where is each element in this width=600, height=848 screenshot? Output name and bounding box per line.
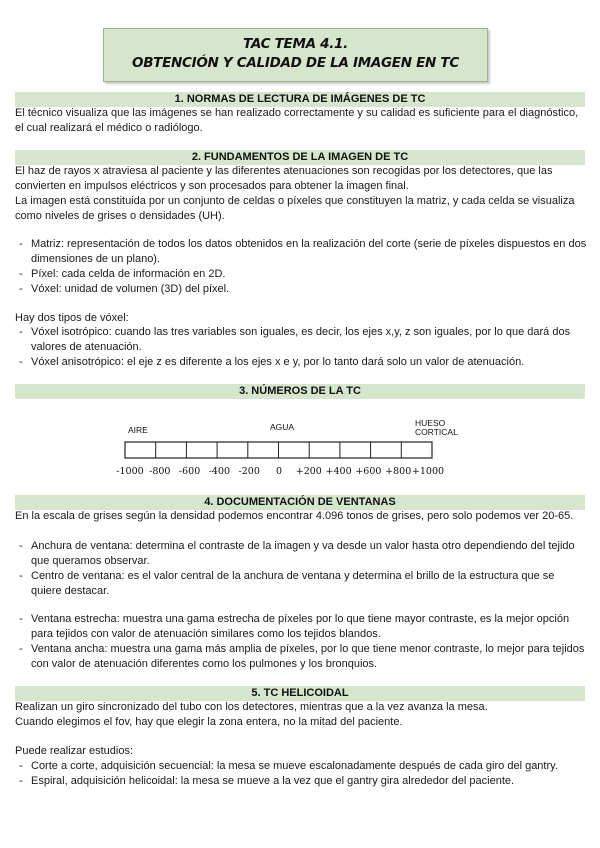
section-4-heading: 4. DOCUMENTACIÓN DE VENTANAS [15, 495, 585, 510]
section-2-paragraph-1: El haz de rayos x atraviesa al paciente y las diferentes atenuaciones son recogidas por los detectores, que las convierten en impulsos eléctricos y son procesados para obtener la imagen final. [15, 165, 553, 192]
scale-tick-label: +400 [325, 466, 352, 477]
voxel-types-list [15, 325, 587, 370]
scale-tick-label: +600 [355, 466, 382, 477]
scale-label-aire: AIRE [128, 425, 148, 435]
section-5-paragraph-1: Realizan un giro sincronizado del tubo con los detectores, mientras que a la vez avanza la mesa. [15, 701, 488, 713]
list-item-ventana-ancha: - Ventana ancha: muestra una gama más amplia de píxeles, por lo que tiene menor contraste, lo mejor para tejidos con valor de atenuación diferentes como los pulmones y los bronquios. [15, 642, 587, 672]
section-1-paragraph: El técnico visualiza que las imágenes se han realizado correctamente y su calidad es suficiente para el diagnóstico, el cual realizará el médico o radiólogo. [15, 107, 579, 134]
scale-tick-label: -800 [149, 466, 171, 477]
list-item-centro-ventana: - Centro de ventana: es el valor central de la anchura de ventana y determina el brillo de la estructura que se quiere destacar. [15, 569, 587, 599]
section-3-heading: 3. NÚMEROS DE LA TC [15, 384, 585, 399]
section-2-definition-list [15, 237, 587, 297]
list-item-anchura-ventana: - Anchura de ventana: determina el contraste de la imagen y va desde un valor hasta otro dependiendo del tejido que queramos observar. [15, 539, 587, 569]
window-parameters-list [15, 539, 587, 599]
voxel-types-intro: Hay dos tipos de vóxel: [15, 312, 129, 324]
section-5-paragraph-2: Cuando elegimos el fov, hay que elegir la zona entera, no la mitad del paciente. [15, 716, 403, 728]
window-types-list [15, 612, 587, 672]
list-item-voxel-anisotropico: - Vóxel anisotrópico: el eje z es diferente a los ejes x e y, por lo tanto dará solo un valor de atenuación. [15, 355, 587, 370]
list-item-corte-a-corte: - Corte a corte, adquisición secuencial: la mesa se mueve escalonadamente después de cada giro del gantry. [15, 759, 587, 774]
scale-label-agua: AGUA [270, 422, 295, 432]
list-item-ventana-estrecha: - Ventana estrecha: muestra una gama estrecha de píxeles por lo que tiene mayor contraste, es la mejor opción para tejidos con valor de atenuación similares como los tejidos blandos. [15, 612, 587, 642]
scale-dividers [156, 442, 402, 458]
scale-label-cortical: CORTICAL [415, 427, 458, 437]
title-line-1: TAC TEMA 4.1. [243, 36, 348, 52]
scale-tick-label: -1000 [116, 466, 144, 477]
list-item-voxel: - Vóxel: unidad de volumen (3D) del píxel. [15, 282, 587, 297]
section-5-heading: 5. TC HELICOIDAL [15, 686, 585, 701]
list-item-pixel: - Píxel: cada celda de información en 2D. [15, 267, 587, 282]
section-5-intro: Puede realizar estudios: [15, 745, 134, 757]
scale-tick-label: 0 [275, 466, 283, 477]
scale-tick-label: +800 [385, 466, 412, 477]
list-item-voxel-isotropico: - Vóxel isotrópico: cuando las tres variables son iguales, es decir, los ejes x,y, z son iguales, por lo que dará dos valores de atenuación. [15, 325, 587, 355]
list-item-matriz: - Matriz: representación de todos los datos obtenidos en la realización del corte (serie de píxeles dispuestos en dos dimensiones de un plano). [15, 237, 587, 267]
section-2-paragraph-2: La imagen está constituida por un conjunto de celdas o píxeles que constituyen la matriz, y cada celda se visualiza como niveles de grises o densidades (UH). [15, 195, 575, 222]
section-1-heading: 1. NORMAS DE LECTURA DE IMÁGENES DE TC [15, 92, 585, 107]
scale-tick-label: +1000 [411, 466, 445, 477]
acquisition-modes-list [15, 759, 587, 789]
scale-tick-label: -400 [208, 466, 231, 477]
section-2-heading: 2. FUNDAMENTOS DE LA IMAGEN DE TC [15, 150, 585, 165]
hounsfield-scale-diagram [110, 413, 495, 483]
scale-label-hueso: HUESO [415, 418, 446, 428]
scale-tick-label: -600 [178, 466, 201, 477]
scale-tick-label: -200 [238, 466, 260, 477]
document-title-box [103, 28, 488, 82]
section-4-paragraph: En la escala de grises según la densidad podemos encontrar 4.096 tonos de grises, pero solo podemos ver 20-65. [15, 510, 574, 522]
title-line-2: OBTENCIÓN Y CALIDAD DE LA IMAGEN EN TC [132, 55, 459, 71]
scale-tick-labels [116, 466, 444, 477]
scale-tick-label: +200 [295, 466, 322, 477]
list-item-espiral: - Espiral, adquisición helicoidal: la mesa se mueve a la vez que el gantry gira alrededor del paciente. [15, 774, 587, 789]
